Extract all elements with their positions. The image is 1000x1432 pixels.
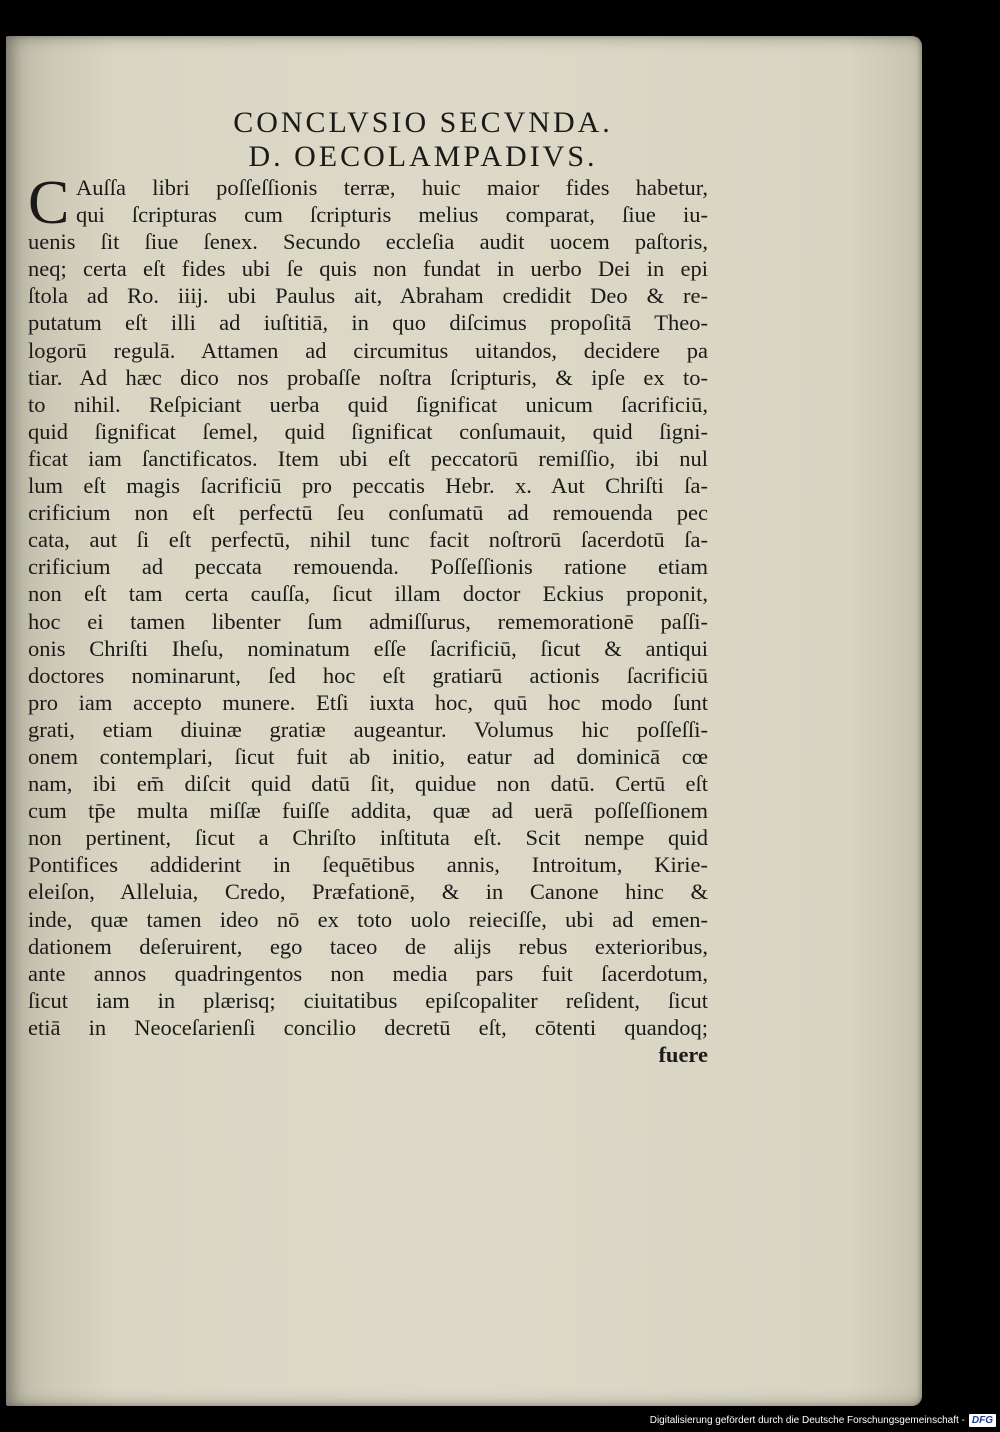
text-line: cata, aut ſi eſt perfectū, nihil tunc facit noſtrorū ſacerdotū ſa- (28, 527, 708, 553)
text-line: logorū regulā. Attamen ad circumitus uitandos, decidere pa (28, 337, 708, 363)
body-text (28, 169, 708, 1068)
heading-author: D. OECOLAMPADIVS. (248, 140, 598, 173)
book-page (6, 36, 922, 1406)
text-line: ſicut iam in plærisq; ciuitatibus epiſcopaliter reſident, ſicut (28, 987, 708, 1013)
text-line: to nihil. Reſpiciant uerba quid ſignificat unicum ſacrificiū, (28, 391, 708, 417)
text-line: nam, ibi em̄ diſcit quid datū ſit, quidue non datū. Certū eſt (28, 771, 708, 797)
text-line: crificium non eſt perfectū ſeu conſumatū ad remouenda pec (28, 500, 708, 526)
text-line: onem contemplari, ſicut fuit ab initio, eatur ad dominicā cœ (28, 743, 708, 769)
text-line: ficat iam ſanctificatos. Item ubi eſt peccatorū remiſſio, ibi nul (28, 445, 708, 471)
text-line: Pontifices addiderint in ſequētibus annis, Introitum, Kirie- (28, 852, 708, 878)
text-line: hoc ei tamen libenter ſum admiſſurus, rememorationē paſſi- (28, 608, 708, 634)
text-line: quid ſignificat ſemel, quid ſignificat conſumauit, quid ſigni- (28, 418, 708, 444)
footer-credit (650, 1414, 996, 1427)
text-line: putatum eſt illi ad iuſtitiā, in quo diſcimus propoſitā Theo- (28, 310, 708, 336)
text-line: dationem deſeruirent, ego taceo de alijs rebus exterioribus, (28, 933, 708, 959)
text-line-content: Auſſa libri poſſeſſionis terræ, huic maior fides habetur, (76, 175, 708, 200)
text-line: ſtola ad Ro. iiij. ubi Paulus ait, Abraham credidit Deo & re- (28, 283, 708, 309)
initial-letter: C (28, 169, 70, 237)
text-line: crificium ad peccata remouenda. Poſſeſſionis ratione etiam (28, 554, 708, 580)
text-line: eleiſon, Alleluia, Credo, Præfationē, & in Canone hinc & (28, 879, 708, 905)
text-line: ante annos quadringentos non media pars fuit ſacerdotum, (28, 960, 708, 986)
text-line: qui ſcripturas cum ſcripturis melius comparat, ſiue iu- (76, 202, 708, 228)
catchword: fuere (658, 1042, 708, 1067)
dfg-logo: DFG (969, 1414, 996, 1427)
footer-credit-text: Digitalisierung gefördert durch die Deutsche Forschungsgemeinschaft - (649, 1415, 965, 1426)
text-line: etiā in Neoceſarienſi concilio decretū eſt, cōtenti quandoq; (28, 1014, 708, 1040)
text-line: neq; certa eſt fides ubi ſe quis non fundat in uerbo Dei in epi (28, 256, 708, 282)
text-line: grati, etiam diuinæ gratiæ augeantur. Volumus hic poſſeſſi- (28, 716, 708, 742)
text-line: lum eſt magis ſacrificiū pro peccatis Hebr. x. Aut Chriſti ſa- (28, 473, 708, 499)
text-line: uenis ſit ſiue ſenex. Secundo eccleſia audit uocem paſtoris, (28, 229, 708, 255)
text-line: doctores nominarunt, ſed hoc eſt gratiarū actionis ſacrificiū (28, 662, 708, 688)
text-line: non eſt tam certa cauſſa, ſicut illam doctor Eckius proponit, (28, 581, 708, 607)
text-line: onis Chriſti Iheſu, nominatum eſſe ſacrificiū, ſicut & antiqui (28, 635, 708, 661)
page-text (28, 106, 708, 1068)
heading-conclusio: CONCLVSIO SECVNDA. (233, 106, 613, 139)
text-line: cum tp̄e multa miſſæ fuiſſe addita, quæ ad uerā poſſeſſionem (28, 798, 708, 824)
text-line: non pertinent, ſicut a Chriſto inſtituta eſt. Scit nempe quid (28, 825, 708, 851)
text-line: inde, quæ tamen ideo nō ex toto uolo reieciſſe, ubi ad emen- (28, 906, 708, 932)
text-line: tiar. Ad hæc dico nos probaſſe noſtra ſcripturis, & ipſe ex to- (28, 364, 708, 390)
text-line: pro iam accepto munere. Etſi iuxta hoc, quū hoc modo ſunt (28, 689, 708, 715)
